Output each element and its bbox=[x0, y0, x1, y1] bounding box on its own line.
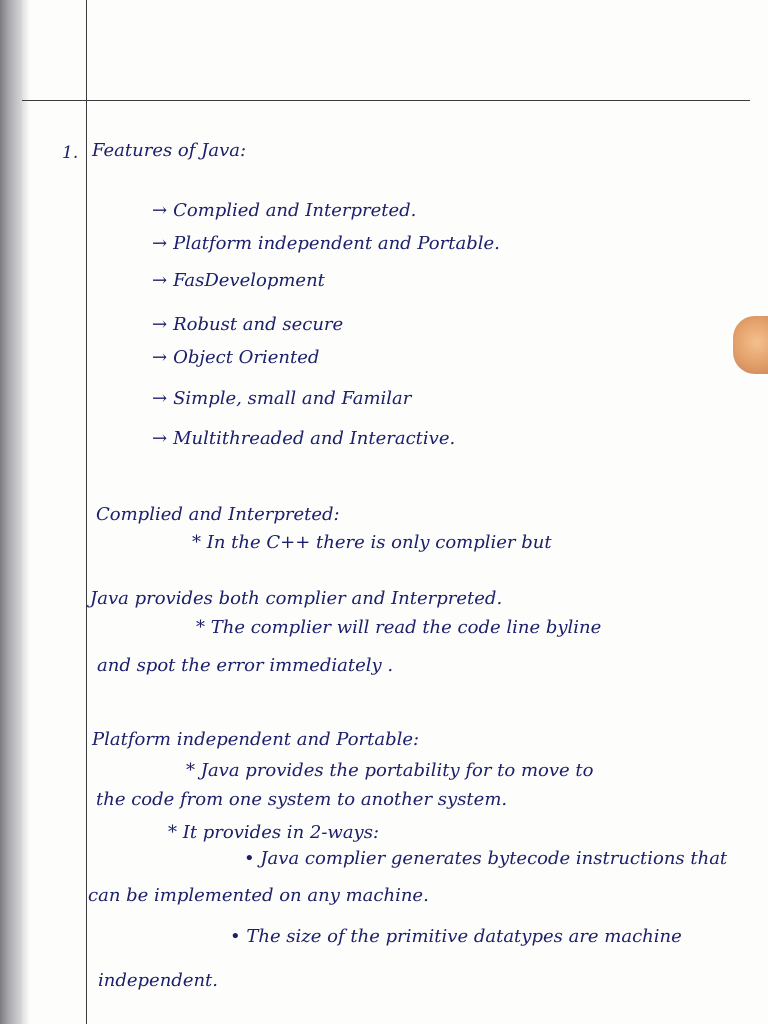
section2-line: can be implemented on any machine. bbox=[88, 885, 429, 906]
page-edge-shadow bbox=[22, 0, 30, 1024]
section1-line: * The complier will read the code line byline bbox=[196, 617, 602, 638]
feature-item bbox=[152, 314, 343, 336]
feature-item bbox=[152, 270, 325, 292]
thumb-photo bbox=[733, 316, 768, 374]
section2-line: the code from one system to another system. bbox=[96, 789, 508, 810]
section2-line: * Java provides the portability for to move to bbox=[186, 760, 594, 781]
section2-line: independent. bbox=[98, 970, 219, 991]
notebook-binding bbox=[0, 0, 22, 1024]
feature-item bbox=[152, 200, 416, 222]
section-title-platform: Platform independent and Portable: bbox=[92, 729, 420, 750]
section2-line: * It provides in 2-ways: bbox=[168, 822, 380, 843]
section1-line: * In the C++ there is only complier but bbox=[192, 532, 552, 553]
arrow-icon: → bbox=[152, 233, 168, 254]
arrow-icon: → bbox=[152, 200, 168, 221]
feature-item bbox=[152, 428, 455, 450]
feature-label: Complied and Interpreted. bbox=[173, 200, 417, 221]
arrow-icon: → bbox=[152, 428, 168, 449]
margin-rule bbox=[86, 0, 87, 1024]
feature-label: FasDevelopment bbox=[173, 270, 325, 291]
feature-item bbox=[152, 233, 500, 255]
feature-label: Multithreaded and Interactive. bbox=[173, 428, 456, 449]
section1-line: and spot the error immediately . bbox=[97, 655, 394, 676]
header-rule bbox=[22, 100, 750, 101]
feature-label: Platform independent and Portable. bbox=[173, 233, 500, 254]
feature-label: Simple, small and Familar bbox=[173, 388, 412, 409]
arrow-icon: → bbox=[152, 388, 168, 409]
feature-item bbox=[152, 347, 319, 369]
feature-item bbox=[152, 388, 411, 410]
section2-line: • The size of the primitive datatypes are machine bbox=[230, 926, 682, 947]
section-title-compiled: Complied and Interpreted: bbox=[96, 504, 340, 525]
page-heading: Features of Java: bbox=[92, 140, 247, 161]
section2-line: • Java complier generates bytecode instructions that bbox=[244, 848, 728, 869]
arrow-icon: → bbox=[152, 270, 168, 291]
arrow-icon: → bbox=[152, 314, 168, 335]
feature-label: Robust and secure bbox=[173, 314, 344, 335]
list-number: 1. bbox=[62, 143, 79, 163]
feature-label: Object Oriented bbox=[173, 347, 320, 368]
section1-line: Java provides both complier and Interpreted. bbox=[90, 588, 503, 609]
arrow-icon: → bbox=[152, 347, 168, 368]
